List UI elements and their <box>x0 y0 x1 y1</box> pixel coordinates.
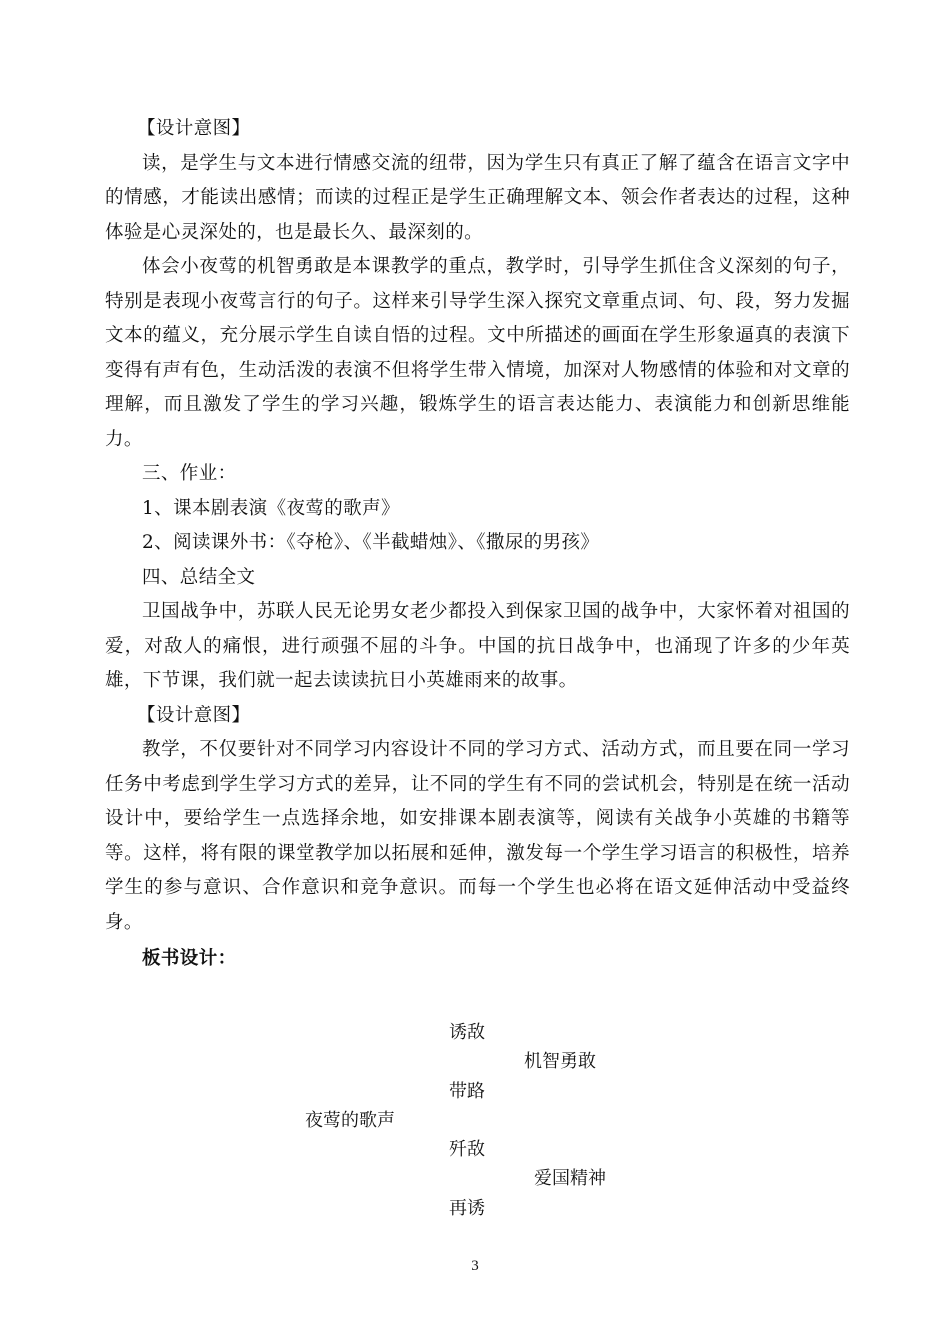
design-intent-heading-1: 【设计意图】 <box>137 118 251 139</box>
paragraph-key-point: 体会小夜莺的机智勇敢是本课教学的重点，教学时，引导学生抓住含义深刻的句子，特别是表现小夜莺言行的句子。这样来引导学生深入探究文章重点词、句、段，努力发掘文本的蕴义，充分展示学生自读自悟的过程。文中所描述的画面在学生形象逼真的表演下变得有声有色，生动活泼的表演不但将学生带入情境，加深对人物感情的体验和对文章的理解，而且激发了学生的学习兴趣，锻炼学生的语言表达能力、表演能力和创新思维能力。 <box>105 256 850 450</box>
board-design-heading: 板书设计： <box>142 948 237 969</box>
homework-heading: 三、作业： <box>142 463 237 484</box>
board-item-destroy: 歼敌 <box>449 1139 485 1160</box>
board-item-guide: 带路 <box>449 1081 485 1102</box>
paragraph-reading: 读，是学生与文本进行情感交流的纽带，因为学生只有真正了解了蕴含在语言文字中的情感，才能读出感情；而读的过程正是学生正确理解文本、领会作者表达的过程，这种体验是心灵深处的，也是最长久、最深刻的。 <box>105 152 850 243</box>
page-number: 3 <box>471 1258 479 1274</box>
board-summary-patriotism: 爱国精神 <box>534 1168 606 1189</box>
homework-item-2: 2、阅读课外书：《夺枪》、《半截蜡烛》、《撒尿的男孩》 <box>142 532 600 553</box>
paragraph-summary: 卫国战争中，苏联人民无论男女老少都投入到保家卫国的战争中，大家怀着对祖国的爱，对敌人的痛恨，进行顽强不屈的斗争。中国的抗日战争中，也涌现了许多的少年英雄，下节课，我们就一起去读读抗日小英雄雨来的故事。 <box>105 601 850 691</box>
board-item-lure-again: 再诱 <box>449 1198 485 1219</box>
summary-heading: 四、总结全文 <box>142 566 256 588</box>
homework-item-1: 1、课本剧表演《夜莺的歌声》 <box>142 497 400 519</box>
board-summary-brave: 机智勇敢 <box>524 1051 596 1072</box>
board-item-lure: 诱敌 <box>449 1022 485 1043</box>
board-title: 夜莺的歌声 <box>305 1110 395 1131</box>
paragraph-teaching: 教学，不仅要针对不同学习内容设计不同的学习方式、活动方式，而且要在同一学习任务中考虑到学生学习方式的差异，让不同的学生有不同的尝试机会，特别是在统一活动设计中，要给学生一点选择余地，如安排课本剧表演等，阅读有关战争小英雄的书籍等等。这样，将有限的课堂教学加以拓展和延伸，激发每一个学生学习语言的积极性，培养学生的参与意识、合作意识和竞争意识。而每一个学生也必将在语文延伸活动中受益终身。 <box>105 739 850 933</box>
design-intent-heading-2: 【设计意图】 <box>137 704 251 726</box>
